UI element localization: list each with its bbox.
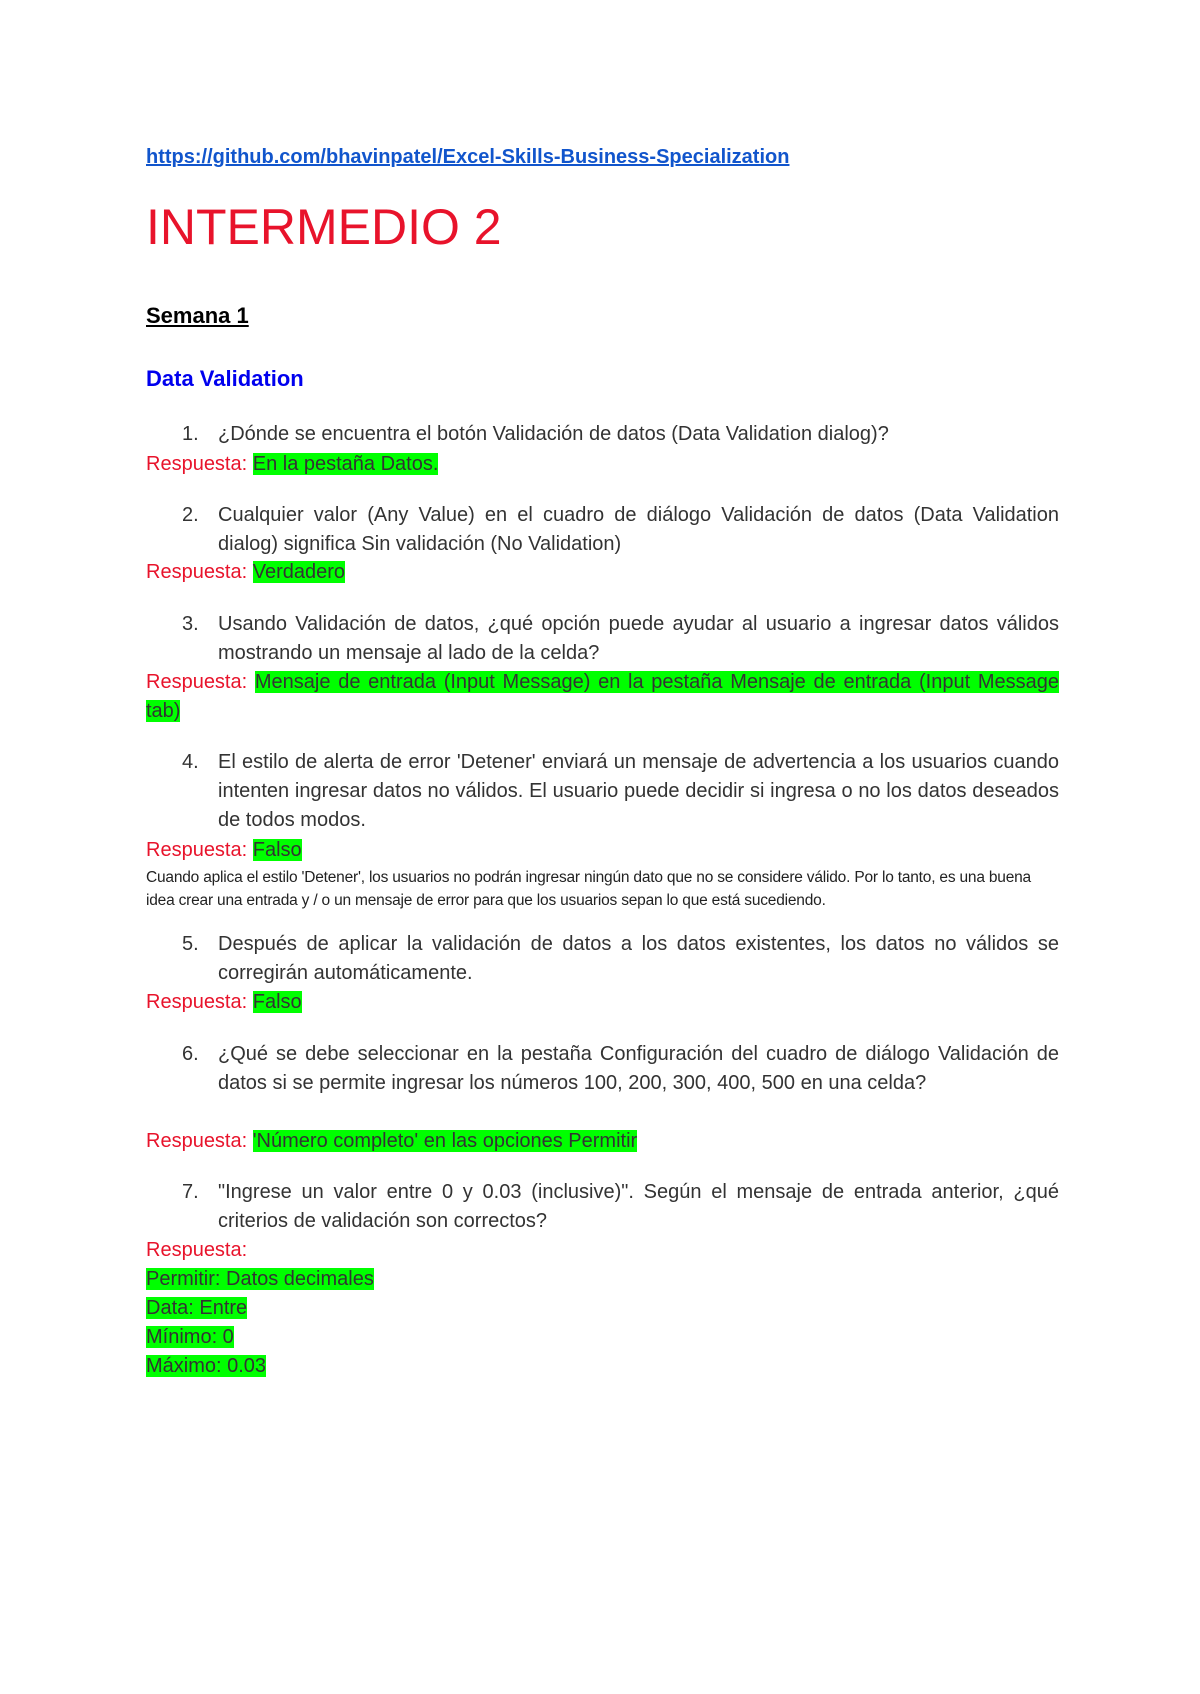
answer-5 <box>146 988 1059 1017</box>
answer-label: Respuesta: <box>146 839 248 861</box>
answer-label: Respuesta: <box>146 561 248 583</box>
answer-4 <box>146 836 1059 865</box>
answer-text: En la pestaña Datos. <box>252 453 439 475</box>
section-heading: Data Validation <box>146 366 304 391</box>
question-2 <box>146 501 1059 559</box>
answer-label: Respuesta: <box>146 453 248 475</box>
question-number: 4. <box>182 751 199 773</box>
github-link[interactable]: https://github.com/bhavinpatel/Excel-Skills-Business-Specialization <box>146 146 790 168</box>
question-number: 2. <box>182 504 199 526</box>
answer-label: Respuesta: <box>146 1130 248 1152</box>
question-6 <box>146 1040 1059 1098</box>
answer-7 <box>146 1236 1059 1265</box>
answer-text: Falso <box>252 991 302 1013</box>
answer-label: Respuesta: <box>146 671 248 693</box>
question-text: El estilo de alerta de error 'Detener' enviará un mensaje de advertencia a los usuarios cuando intenten ingresar datos no válidos. El usuario puede decidir si ingresa o no los datos deseados de todos modos. <box>218 751 1059 831</box>
answer-7-line <box>146 1323 234 1352</box>
answer-text: Mensaje de entrada (Input Message) en la pestaña Mensaje de entrada (Input Message tab) <box>146 671 1059 722</box>
question-number: 7. <box>182 1181 199 1203</box>
answer-text: Falso <box>252 839 302 861</box>
answer-4-explanation: Cuando aplica el estilo 'Detener', los usuarios no podrán ingresar ningún dato que no se considere válido. Por lo tanto, es una buena idea crear una entrada y / o un mensaje de error para que los usuarios sepan lo que está sucediendo. <box>146 869 1031 909</box>
question-1 <box>146 420 1059 449</box>
answer-label: Respuesta: <box>146 991 248 1013</box>
document-title: INTERMEDIO 2 <box>146 199 502 255</box>
answer-7-line <box>146 1294 247 1323</box>
answer-2 <box>146 558 1059 587</box>
answer-label: Respuesta: <box>146 1239 248 1261</box>
answer-3 <box>146 668 1059 726</box>
question-number: 5. <box>182 933 199 955</box>
answer-text: 'Número completo' en las opciones Permitir <box>252 1130 638 1152</box>
question-number: 6. <box>182 1043 199 1065</box>
answer-text: Verdadero <box>252 561 346 583</box>
question-text: Después de aplicar la validación de datos a los datos existentes, los datos no válidos se corregirán automáticamente. <box>218 933 1059 984</box>
question-text: ¿Qué se debe seleccionar en la pestaña Configuración del cuadro de diálogo Validación de datos si se permite ingresar los números 100, 200, 300, 400, 500 en una celda? <box>218 1043 1059 1094</box>
question-number: 3. <box>182 613 199 635</box>
answer-text: Máximo: 0.03 <box>146 1355 267 1377</box>
answer-text: Data: Entre <box>146 1297 248 1319</box>
question-text: Usando Validación de datos, ¿qué opción puede ayudar al usuario a ingresar datos válidos mostrando un mensaje al lado de la celda? <box>218 613 1059 664</box>
answer-text: Permitir: Datos decimales <box>146 1268 374 1290</box>
answer-6 <box>146 1127 1059 1156</box>
week-heading: Semana 1 <box>146 303 249 328</box>
question-4 <box>146 748 1059 835</box>
question-5 <box>146 930 1059 988</box>
question-text: ¿Dónde se encuentra el botón Validación de datos (Data Validation dialog)? <box>218 423 889 445</box>
answer-1 <box>146 450 1059 479</box>
question-text: Cualquier valor (Any Value) en el cuadro de diálogo Validación de datos (Data Validation dialog) significa Sin validación (No Validation) <box>218 504 1059 555</box>
answer-7-line <box>146 1352 266 1381</box>
question-3 <box>146 610 1059 668</box>
question-number: 1. <box>182 423 199 445</box>
question-text: "Ingrese un valor entre 0 y 0.03 (inclusive)". Según el mensaje de entrada anterior, ¿qué criterios de validación son correctos? <box>218 1181 1059 1232</box>
answer-7-line <box>146 1265 374 1294</box>
question-7 <box>146 1178 1059 1236</box>
answer-text: Mínimo: 0 <box>146 1326 234 1348</box>
